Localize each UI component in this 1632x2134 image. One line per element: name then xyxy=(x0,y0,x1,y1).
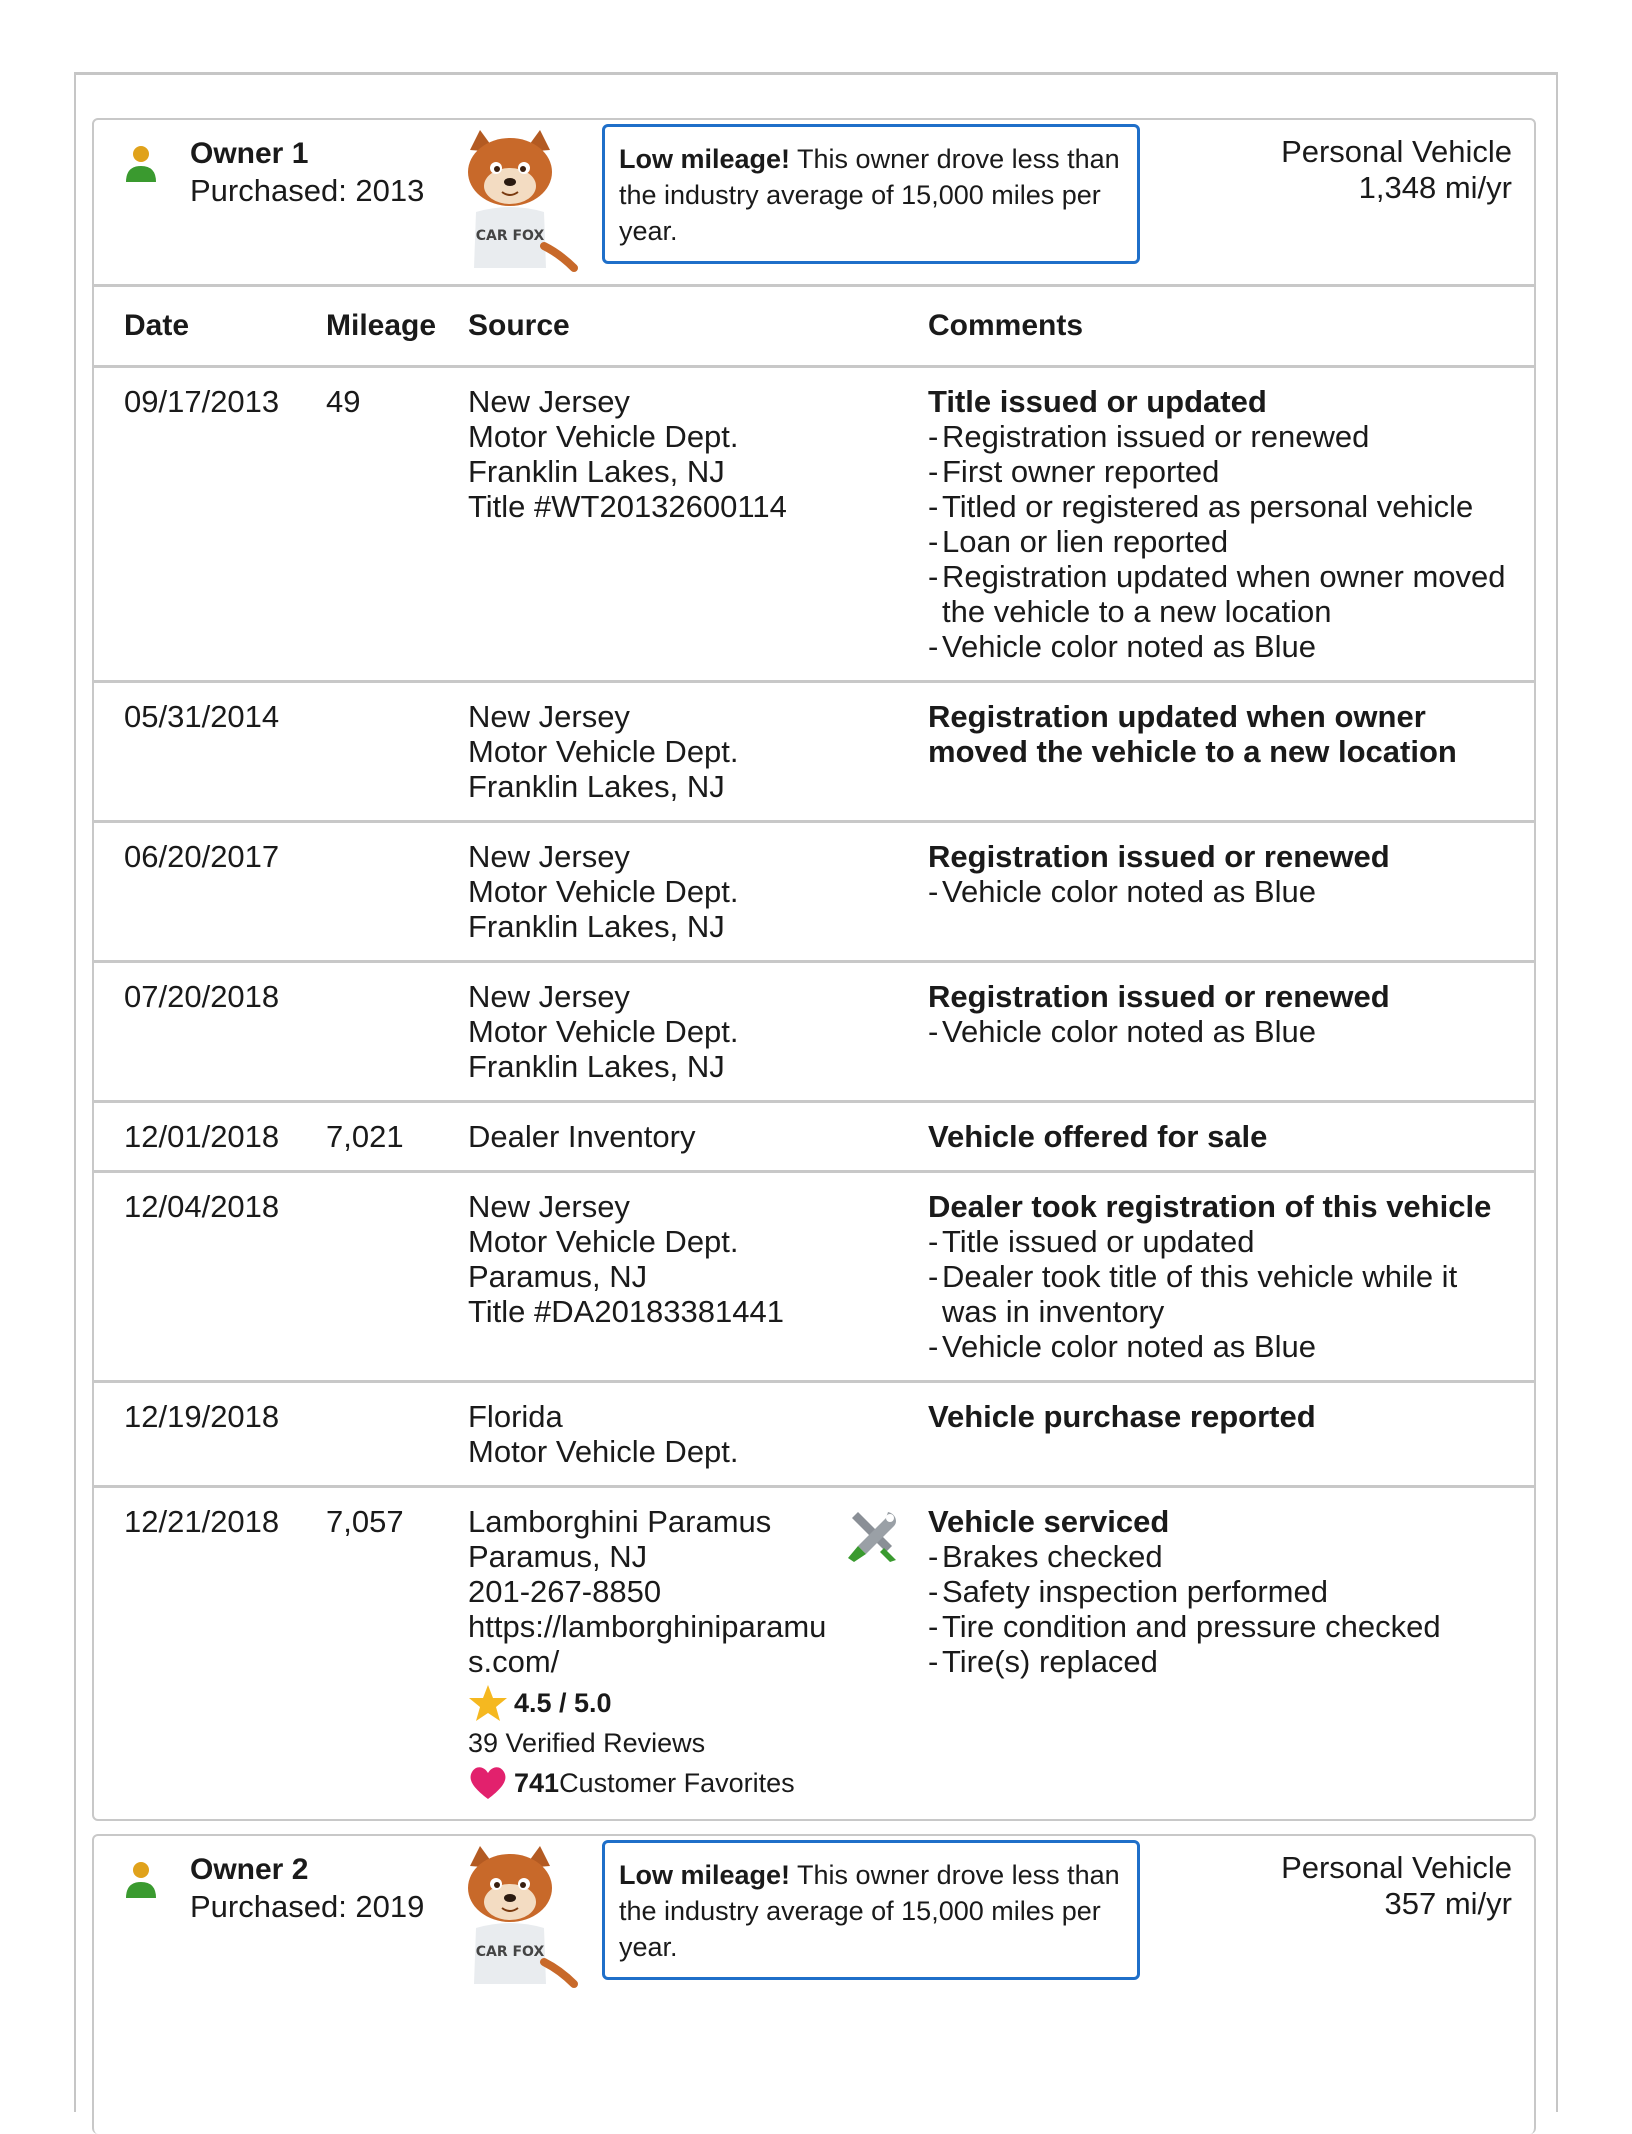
header-source: Source xyxy=(468,309,570,342)
row-comments xyxy=(928,962,1534,1102)
source-line: Title #DA20183381441 xyxy=(468,1294,784,1329)
comment-item: - Vehicle color noted as Blue xyxy=(928,1014,1514,1049)
comment-list xyxy=(928,419,1514,664)
row-date: 12/04/2018 xyxy=(94,1172,326,1382)
owner-1-card xyxy=(92,118,1536,1821)
source-line: Franklin Lakes, NJ xyxy=(468,1049,725,1084)
mascot-text: CAR FOX xyxy=(475,228,545,244)
comment-item: - Safety inspection performed xyxy=(928,1574,1514,1609)
source-line: New Jersey xyxy=(468,979,630,1014)
comment-item: - Vehicle color noted as Blue xyxy=(928,1329,1514,1364)
owner-vehicle-summary xyxy=(1281,1850,1512,1922)
owner-2-header xyxy=(94,1836,1534,2000)
row-source xyxy=(468,1102,844,1172)
comment-title: Registration issued or renewed xyxy=(928,839,1390,874)
source-line: Motor Vehicle Dept. xyxy=(468,1224,739,1259)
row-source xyxy=(468,1172,844,1382)
comment-item: - Brakes checked xyxy=(928,1539,1514,1574)
miles-per-year: 357 mi/yr xyxy=(1384,1886,1512,1921)
table-row xyxy=(94,1172,1534,1382)
source-line: Dealer Inventory xyxy=(468,1119,696,1154)
row-date: 12/19/2018 xyxy=(94,1382,326,1487)
vehicle-type: Personal Vehicle xyxy=(1281,1850,1512,1885)
source-line: Motor Vehicle Dept. xyxy=(468,1434,739,1469)
person-icon xyxy=(124,144,158,184)
comment-title: Vehicle serviced xyxy=(928,1504,1170,1539)
comment-item: - Vehicle color noted as Blue xyxy=(928,874,1514,909)
row-icon-cell xyxy=(844,962,928,1102)
row-mileage xyxy=(326,1382,468,1487)
owner-title: Owner 1 xyxy=(190,137,309,170)
row-comments xyxy=(928,367,1534,682)
source-line: Franklin Lakes, NJ xyxy=(468,769,725,804)
comment-item: - Title issued or updated xyxy=(928,1224,1514,1259)
favorites-row xyxy=(468,1763,844,1803)
row-icon-cell xyxy=(844,1172,928,1382)
comment-item: - Loan or lien reported xyxy=(928,524,1514,559)
source-line: Franklin Lakes, NJ xyxy=(468,909,725,944)
source-line: Franklin Lakes, NJ xyxy=(468,454,725,489)
row-date: 12/21/2018 xyxy=(94,1487,326,1820)
header-comments: Comments xyxy=(928,309,1084,342)
comment-item: - Vehicle color noted as Blue xyxy=(928,629,1514,664)
row-date: 07/20/2018 xyxy=(94,962,326,1102)
row-source xyxy=(468,682,844,822)
row-date: 06/20/2017 xyxy=(94,822,326,962)
comment-title: Registration updated when owner moved the vehicle to a new location xyxy=(928,699,1457,769)
comment-title: Registration issued or renewed xyxy=(928,979,1390,1014)
source-line: Motor Vehicle Dept. xyxy=(468,734,739,769)
row-source xyxy=(468,367,844,682)
owner-purchased: Purchased: 2013 xyxy=(190,173,425,208)
source-line: New Jersey xyxy=(468,699,630,734)
carfox-mascot-icon xyxy=(440,1844,580,1994)
table-row xyxy=(94,367,1534,682)
source-line: 201-267-8850 xyxy=(468,1574,662,1609)
source-line: https://lamborghiniparamus.com/ xyxy=(468,1609,827,1679)
row-icon-cell xyxy=(844,1382,928,1487)
row-comments xyxy=(928,682,1534,822)
row-comments xyxy=(928,1172,1534,1382)
history-table xyxy=(94,284,1534,1819)
table-row xyxy=(94,1487,1534,1820)
row-mileage: 49 xyxy=(326,367,468,682)
vehicle-type: Personal Vehicle xyxy=(1281,134,1512,169)
comment-title: Dealer took registration of this vehicle xyxy=(928,1189,1492,1224)
row-icon-cell xyxy=(844,682,928,822)
row-source xyxy=(468,1382,844,1487)
owner-title: Owner 2 xyxy=(190,1853,309,1886)
comment-item: - Dealer took title of this vehicle while it was in inventory xyxy=(928,1259,1514,1329)
comment-list xyxy=(928,1539,1514,1679)
row-comments xyxy=(928,1487,1534,1820)
source-line: Florida xyxy=(468,1399,563,1434)
row-icon-cell xyxy=(844,822,928,962)
callout-bold: Low mileage! xyxy=(619,144,791,174)
source-line: New Jersey xyxy=(468,384,630,419)
rating-row xyxy=(468,1683,844,1723)
row-mileage: 7,021 xyxy=(326,1102,468,1172)
rating-value: 4.5 / 5.0 xyxy=(514,1688,612,1718)
favorites-count: 741 xyxy=(514,1768,560,1798)
source-line: Paramus, NJ xyxy=(468,1259,648,1294)
source-line: Title #WT20132600114 xyxy=(468,489,787,524)
table-row xyxy=(94,682,1534,822)
miles-per-year: 1,348 mi/yr xyxy=(1358,170,1512,205)
mascot-text: CAR FOX xyxy=(475,1944,545,1960)
table-row xyxy=(94,1382,1534,1487)
table-row xyxy=(94,962,1534,1102)
owner-vehicle-summary xyxy=(1281,134,1512,206)
row-mileage xyxy=(326,822,468,962)
row-source xyxy=(468,822,844,962)
low-mileage-callout xyxy=(602,124,1140,264)
source-line: New Jersey xyxy=(468,839,630,874)
owner-purchased: Purchased: 2019 xyxy=(190,1889,425,1924)
low-mileage-callout xyxy=(602,1840,1140,1980)
row-icon-cell xyxy=(844,1102,928,1172)
header-mileage: Mileage xyxy=(326,309,437,342)
star-icon xyxy=(468,1683,508,1723)
source-line: Motor Vehicle Dept. xyxy=(468,419,739,454)
row-icon-cell xyxy=(844,1487,928,1820)
source-line: Motor Vehicle Dept. xyxy=(468,874,739,909)
favorites-label: Customer Favorites xyxy=(559,1768,795,1798)
row-comments xyxy=(928,1382,1534,1487)
row-source xyxy=(468,1487,844,1820)
row-date: 09/17/2013 xyxy=(94,367,326,682)
row-date: 12/01/2018 xyxy=(94,1102,326,1172)
source-line: Motor Vehicle Dept. xyxy=(468,1014,739,1049)
row-date: 05/31/2014 xyxy=(94,682,326,822)
comment-item: - Registration issued or renewed xyxy=(928,419,1514,454)
table-header-row xyxy=(94,286,1534,367)
comment-list xyxy=(928,1224,1514,1364)
row-source xyxy=(468,962,844,1102)
history-body xyxy=(94,367,1534,1820)
comment-item: - Tire condition and pressure checked xyxy=(928,1609,1514,1644)
row-mileage xyxy=(326,962,468,1102)
comment-item: - Titled or registered as personal vehicle xyxy=(928,489,1514,524)
comment-list xyxy=(928,1014,1514,1049)
owner-1-header xyxy=(94,120,1534,284)
comment-title: Vehicle purchase reported xyxy=(928,1399,1316,1434)
header-date: Date xyxy=(124,309,190,342)
row-mileage xyxy=(326,1172,468,1382)
person-icon xyxy=(124,1860,158,1900)
callout-text: This owner drove less than the industry average of 15,000 miles per year. xyxy=(619,144,1120,246)
source-line: Paramus, NJ xyxy=(468,1539,648,1574)
comment-title: Vehicle offered for sale xyxy=(928,1119,1268,1154)
table-row xyxy=(94,1102,1534,1172)
row-comments xyxy=(928,822,1534,962)
reviews-count: 39 Verified Reviews xyxy=(468,1728,706,1758)
row-comments xyxy=(928,1102,1534,1172)
row-mileage: 7,057 xyxy=(326,1487,468,1820)
comment-item: - Tire(s) replaced xyxy=(928,1644,1514,1679)
carfox-mascot-icon xyxy=(440,128,580,278)
comment-item: - First owner reported xyxy=(928,454,1514,489)
callout-text: This owner drove less than the industry average of 15,000 miles per year. xyxy=(619,1860,1120,1962)
heart-icon xyxy=(468,1763,508,1803)
comment-list xyxy=(928,874,1514,909)
row-icon-cell xyxy=(844,367,928,682)
table-row xyxy=(94,822,1534,962)
source-line: Lamborghini Paramus xyxy=(468,1504,772,1539)
source-line: New Jersey xyxy=(468,1189,630,1224)
header-icon xyxy=(844,286,928,367)
callout-bold: Low mileage! xyxy=(619,1860,791,1890)
owner-2-card xyxy=(92,1834,1536,2134)
row-mileage xyxy=(326,682,468,822)
comment-title: Title issued or updated xyxy=(928,384,1267,419)
wrench-screwdriver-icon xyxy=(844,1508,900,1564)
comment-item: - Registration updated when owner moved the vehicle to a new location xyxy=(928,559,1514,629)
